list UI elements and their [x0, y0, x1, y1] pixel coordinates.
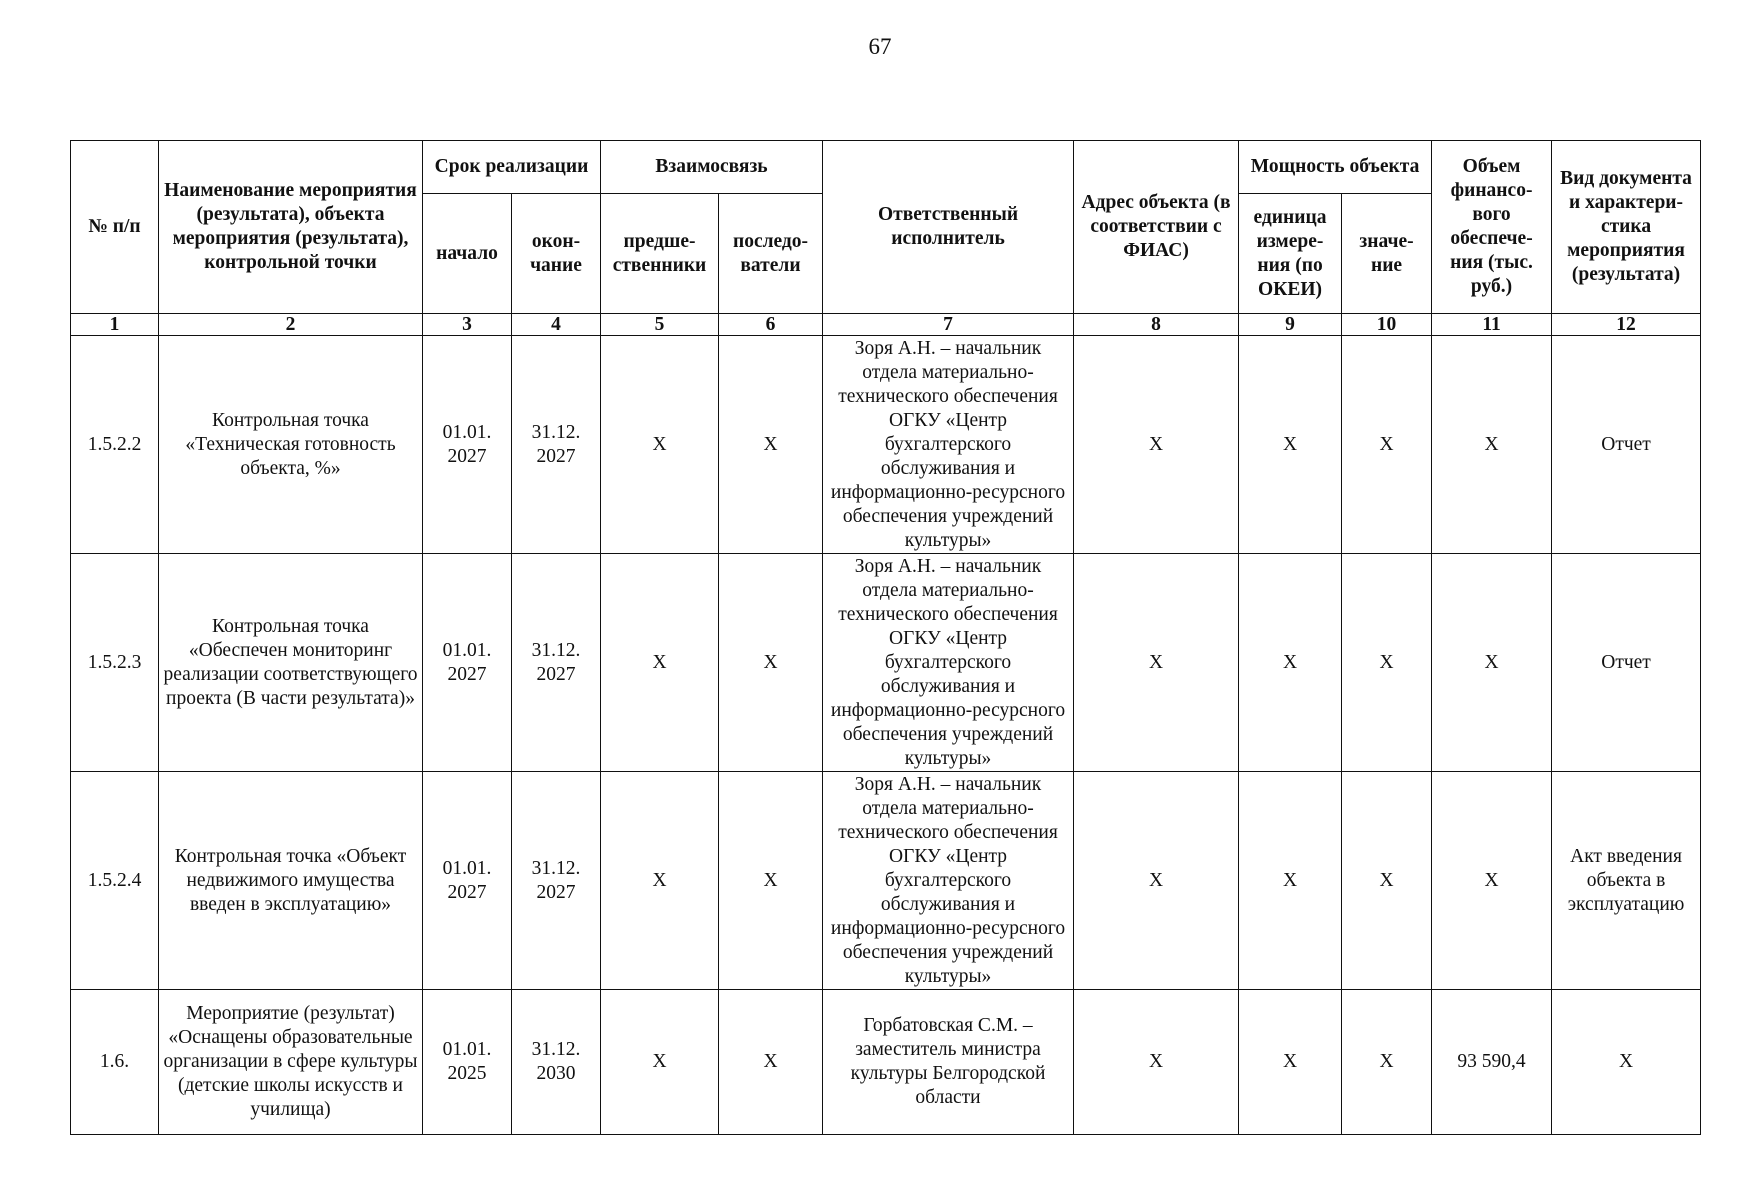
cell-name: Контрольная точка «Техническая готовность объекта, %» [159, 336, 423, 554]
cell-num: 1.6. [71, 990, 159, 1135]
column-number: 4 [512, 314, 601, 336]
column-number: 7 [823, 314, 1074, 336]
cell-value: Х [1342, 990, 1432, 1135]
header-doc: Вид документа и характери-стика мероприятия (результата) [1552, 141, 1701, 314]
cell-num: 1.5.2.2 [71, 336, 159, 554]
header-name: Наименование мероприятия (результата), объекта мероприятия (результата), контрольной точки [159, 141, 423, 314]
cell-value: Х [1342, 772, 1432, 990]
cell-start: 01.01. 2027 [423, 336, 512, 554]
cell-doc: Отчет [1552, 336, 1701, 554]
column-number: 5 [601, 314, 719, 336]
column-number: 2 [159, 314, 423, 336]
page-number: 67 [868, 34, 892, 59]
cell-doc: Х [1552, 990, 1701, 1135]
cell-finance: Х [1432, 772, 1552, 990]
cell-start: 01.01. 2027 [423, 554, 512, 772]
cell-end: 31.12. 2027 [512, 554, 601, 772]
cell-executor: Зоря А.Н. – начальник отдела материально-технического обеспечения ОГКУ «Центр бухгалтерского обслуживания и информационно-ресурсного обеспечения учреждений культуры» [823, 554, 1074, 772]
cell-value: Х [1342, 336, 1432, 554]
activities-table [70, 140, 1701, 1135]
cell-finance: 93 590,4 [1432, 990, 1552, 1135]
cell-finance: Х [1432, 554, 1552, 772]
column-number: 10 [1342, 314, 1432, 336]
column-numbers-row [71, 314, 1701, 336]
table-row [71, 990, 1701, 1135]
cell-address: Х [1074, 990, 1239, 1135]
cell-succ: Х [719, 554, 823, 772]
column-number: 8 [1074, 314, 1239, 336]
cell-unit: Х [1239, 336, 1342, 554]
header-num: № п/п [71, 141, 159, 314]
header-period: Срок реализации [423, 141, 601, 194]
column-number: 11 [1432, 314, 1552, 336]
cell-address: Х [1074, 554, 1239, 772]
header-address: Адрес объекта (в соответствии с ФИАС) [1074, 141, 1239, 314]
cell-end: 31.12. 2027 [512, 336, 601, 554]
header-succ: последо-ватели [719, 194, 823, 314]
cell-name: Мероприятие (результат) «Оснащены образовательные организации в сфере культуры (детские школы искусств и училища) [159, 990, 423, 1135]
cell-name: Контрольная точка «Объект недвижимого имущества введен в эксплуатацию» [159, 772, 423, 990]
header-finance: Объем финансо-вого обеспече-ния (тыс. руб.) [1432, 141, 1552, 314]
cell-value: Х [1342, 554, 1432, 772]
header-links: Взаимосвязь [601, 141, 823, 194]
header-pred: предше-ственники [601, 194, 719, 314]
table-row [71, 554, 1701, 772]
header-end: окон-чание [512, 194, 601, 314]
header-start: начало [423, 194, 512, 314]
cell-executor: Зоря А.Н. – начальник отдела материально-технического обеспечения ОГКУ «Центр бухгалтерского обслуживания и информационно-ресурсного обеспечения учреждений культуры» [823, 772, 1074, 990]
column-number: 9 [1239, 314, 1342, 336]
cell-executor: Зоря А.Н. – начальник отдела материально-технического обеспечения ОГКУ «Центр бухгалтерского обслуживания и информационно-ресурсного обеспечения учреждений культуры» [823, 336, 1074, 554]
column-number: 12 [1552, 314, 1701, 336]
cell-end: 31.12. 2027 [512, 772, 601, 990]
cell-num: 1.5.2.4 [71, 772, 159, 990]
cell-executor: Горбатовская С.М. – заместитель министра культуры Белгородской области [823, 990, 1074, 1135]
cell-pred: Х [601, 336, 719, 554]
table-row [71, 772, 1701, 990]
cell-address: Х [1074, 772, 1239, 990]
header-unit: единица измере-ния (по ОКЕИ) [1239, 194, 1342, 314]
column-number: 6 [719, 314, 823, 336]
cell-start: 01.01. 2025 [423, 990, 512, 1135]
table-row [71, 336, 1701, 554]
cell-finance: Х [1432, 336, 1552, 554]
cell-succ: Х [719, 990, 823, 1135]
cell-unit: Х [1239, 772, 1342, 990]
cell-doc: Акт введения объекта в эксплуатацию [1552, 772, 1701, 990]
cell-name: Контрольная точка «Обеспечен мониторинг реализации соответствующего проекта (В части результата)» [159, 554, 423, 772]
cell-unit: Х [1239, 554, 1342, 772]
cell-start: 01.01. 2027 [423, 772, 512, 990]
cell-unit: Х [1239, 990, 1342, 1135]
cell-pred: Х [601, 990, 719, 1135]
cell-end: 31.12. 2030 [512, 990, 601, 1135]
cell-succ: Х [719, 336, 823, 554]
column-number: 1 [71, 314, 159, 336]
cell-address: Х [1074, 336, 1239, 554]
cell-pred: Х [601, 772, 719, 990]
cell-num: 1.5.2.3 [71, 554, 159, 772]
header-value: значе-ние [1342, 194, 1432, 314]
header-executor: Ответственный исполнитель [823, 141, 1074, 314]
cell-succ: Х [719, 772, 823, 990]
header-capacity: Мощность объекта [1239, 141, 1432, 194]
cell-doc: Отчет [1552, 554, 1701, 772]
cell-pred: Х [601, 554, 719, 772]
column-number: 3 [423, 314, 512, 336]
